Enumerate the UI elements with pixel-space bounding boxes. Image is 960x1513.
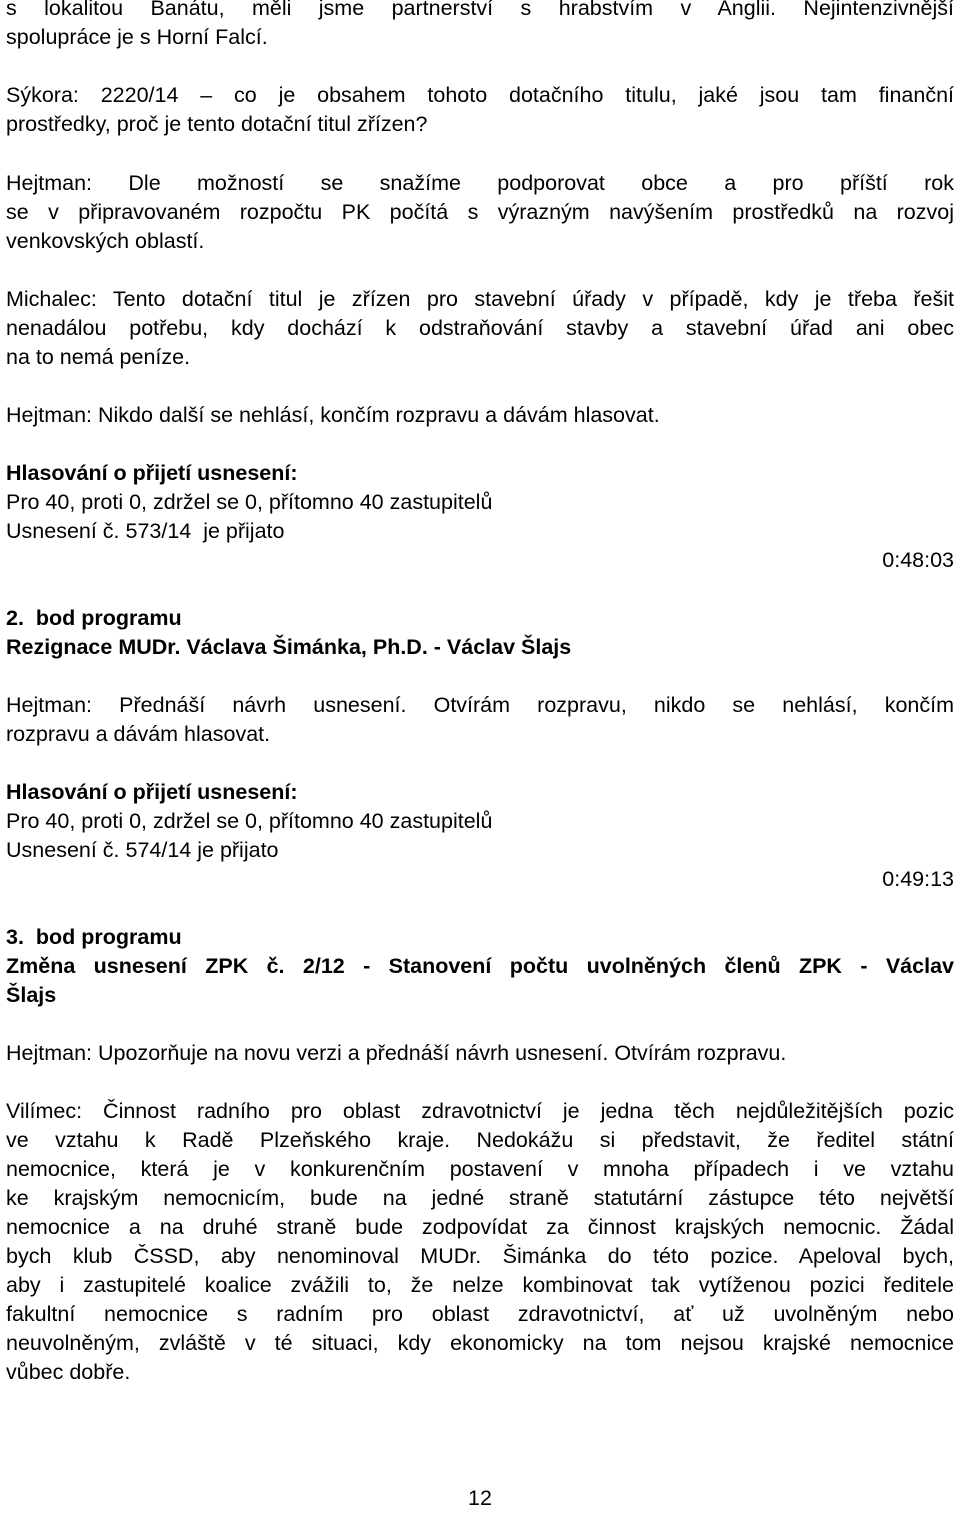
text-line: Hejtman: Dle možností se snažíme podporovat obce a pro příští rok bbox=[6, 171, 954, 195]
vote-heading: Hlasování o přijetí usnesení: bbox=[6, 780, 298, 804]
agenda-item-title: Změna usnesení ZPK č. 2/12 - Stanovení počtu uvolněných členů ZPK - Václav bbox=[6, 954, 954, 978]
timestamp: 0:48:03 bbox=[882, 548, 954, 572]
vote-result: Pro 40, proti 0, zdržel se 0, přítomno 40 zastupitelů bbox=[6, 809, 493, 833]
agenda-item-title: Rezignace MUDr. Václava Šimánka, Ph.D. - Václav Šlajs bbox=[6, 635, 572, 659]
text-line: rozpravu a dávám hlasovat. bbox=[6, 722, 271, 746]
text-line: ve vztahu k Radě Plzeňského kraje. Nedokážu si představit, že ředitel státní bbox=[6, 1128, 954, 1152]
timestamp: 0:49:13 bbox=[882, 867, 954, 891]
text-line: Vilímec: Činnost radního pro oblast zdravotnictví je jedna těch nejdůležitějších pozic bbox=[6, 1099, 954, 1123]
agenda-item-number: 2. bod programu bbox=[6, 606, 182, 630]
agenda-item-title: Šlajs bbox=[6, 983, 57, 1007]
vote-heading: Hlasování o přijetí usnesení: bbox=[6, 461, 298, 485]
page-number: 12 bbox=[468, 1486, 492, 1510]
text-line: Hejtman: Upozorňuje na novu verzi a přednáší návrh usnesení. Otvírám rozpravu. bbox=[6, 1041, 787, 1065]
text-line: s lokalitou Banátu, měli jsme partnerství s hrabstvím v Anglii. Nejintenzivnější bbox=[6, 0, 954, 20]
agenda-item-number: 3. bod programu bbox=[6, 925, 182, 949]
text-line: spolupráce je s Horní Falcí. bbox=[6, 25, 268, 49]
resolution-status: Usnesení č. 573/14 je přijato bbox=[6, 519, 285, 543]
text-line: na to nemá peníze. bbox=[6, 345, 191, 369]
resolution-status: Usnesení č. 574/14 je přijato bbox=[6, 838, 279, 862]
text-line: fakultní nemocnice s radním pro oblast zdravotnictví, ať už uvolněným nebo bbox=[6, 1302, 954, 1326]
text-line: vůbec dobře. bbox=[6, 1360, 131, 1384]
text-line: nemocnice a na druhé straně bude zodpovídat za činnost krajských nemocnic. Žádal bbox=[6, 1215, 954, 1239]
text-line: Michalec: Tento dotační titul je zřízen pro stavební úřady v případě, kdy je třeba řešit bbox=[6, 287, 954, 311]
text-line: aby i zastupitelé koalice zvážili to, že nelze kombinovat tak vytíženou pozici ředitele bbox=[6, 1273, 954, 1297]
text-line: Hejtman: Nikdo další se nehlásí, končím rozpravu a dávám hlasovat. bbox=[6, 403, 660, 427]
text-line: prostředky, proč je tento dotační titul zřízen? bbox=[6, 112, 428, 136]
text-line: neuvolněným, zvláště v té situaci, kdy ekonomicky na tom nejsou krajské nemocnice bbox=[6, 1331, 954, 1355]
text-line: bych klub ČSSD, aby nenominoval MUDr. Šimánka do této pozice. Apeloval bych, bbox=[6, 1244, 954, 1268]
vote-result: Pro 40, proti 0, zdržel se 0, přítomno 40 zastupitelů bbox=[6, 490, 493, 514]
text-line: se v připravovaném rozpočtu PK počítá s výrazným navýšením prostředků na rozvoj bbox=[6, 200, 954, 224]
text-line: Sýkora: 2220/14 – co je obsahem tohoto dotačního titulu, jaké jsou tam finanční bbox=[6, 83, 954, 107]
text-line: nemocnice, která je v konkurenčním postavení v mnoha případech i ve vztahu bbox=[6, 1157, 954, 1181]
text-line: Hejtman: Přednáší návrh usnesení. Otvírám rozpravu, nikdo se nehlásí, končím bbox=[6, 693, 954, 717]
text-line: nenadálou potřebu, kdy dochází k odstraňování stavby a stavební úřad ani obec bbox=[6, 316, 954, 340]
text-line: venkovských oblastí. bbox=[6, 229, 205, 253]
text-line: ke krajským nemocnicím, bude na jedné straně statutární zástupce této největší bbox=[6, 1186, 954, 1210]
